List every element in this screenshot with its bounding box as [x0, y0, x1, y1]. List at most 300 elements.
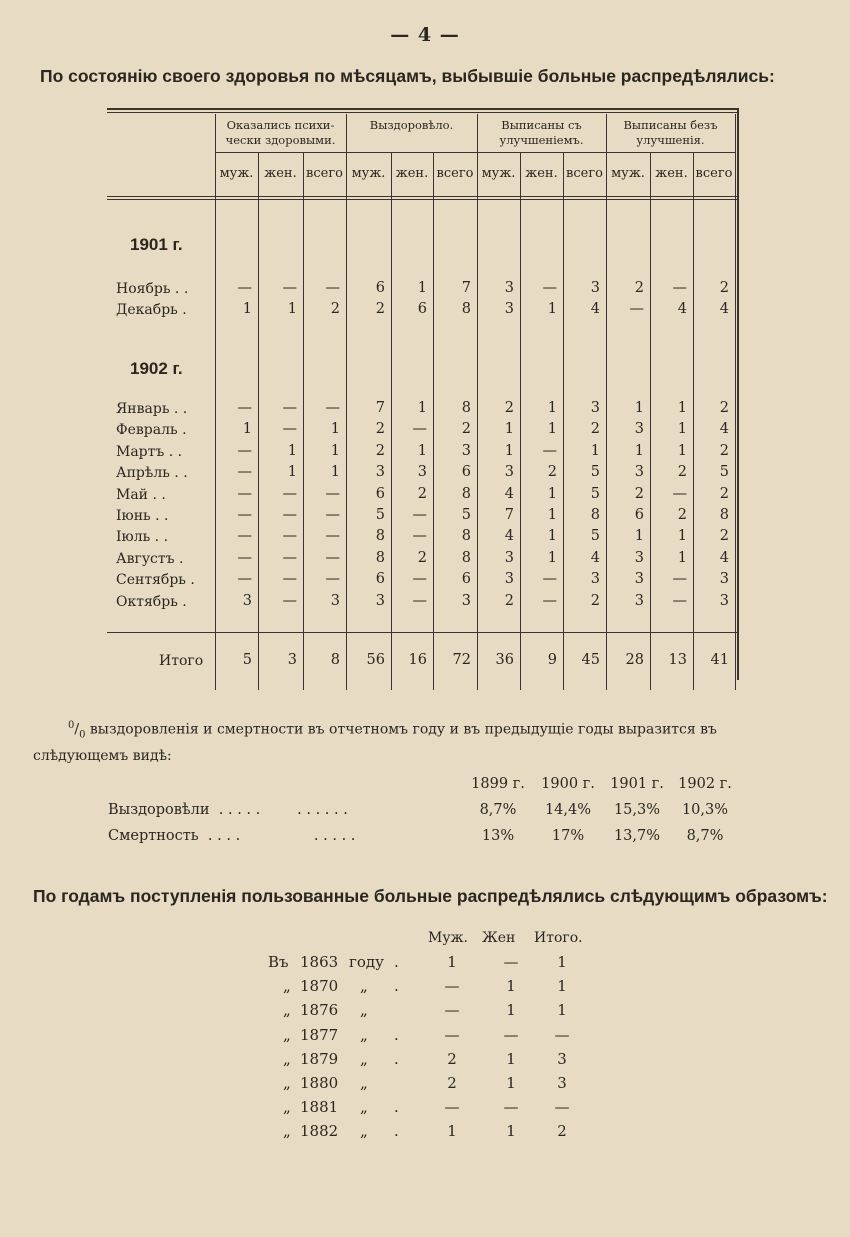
admissions-cell: 2: [557, 1122, 567, 1141]
table-cell: 1: [330, 421, 340, 438]
table-cell: 4: [590, 549, 600, 566]
table-cell: 1: [634, 528, 644, 545]
admissions-year: 1880: [300, 1074, 339, 1092]
table-cell: 2: [590, 421, 600, 438]
table-right-rule: [737, 108, 739, 680]
admissions-cell: 1: [506, 1122, 516, 1141]
table-cell: 1: [417, 280, 427, 296]
percent-value: 17%: [551, 828, 585, 844]
admissions-cell: 1: [506, 1001, 516, 1020]
table-cell: —: [325, 549, 340, 566]
month-leader: . .: [169, 401, 188, 417]
table-cell: 2: [719, 400, 729, 416]
table-total-rule: [107, 632, 737, 633]
table-cell: 5: [461, 507, 471, 523]
column-subheader: жен.: [525, 166, 558, 181]
admissions-dot: .: [394, 1098, 399, 1117]
admissions-cell: —: [503, 953, 519, 971]
table-cell: —: [672, 571, 687, 588]
table-cell: —: [282, 549, 297, 566]
admissions-cell: 1: [506, 1074, 516, 1092]
table-cell: —: [325, 400, 340, 416]
table-cell: 1: [330, 442, 340, 459]
admissions-cell: —: [444, 1098, 460, 1117]
percent-value: 8,7%: [686, 828, 724, 844]
percent-row-dots: . . . . . . . . .: [198, 828, 356, 844]
admissions-header: Жен: [482, 930, 516, 946]
table-cell: 1: [504, 421, 514, 438]
admissions-cell: —: [444, 977, 460, 996]
admissions-cell: —: [444, 1001, 460, 1020]
table-cell: —: [237, 442, 252, 459]
admissions-dot: .: [394, 953, 399, 971]
month-leader: .: [185, 572, 195, 589]
admissions-prefix: „: [283, 1098, 291, 1117]
total-label: Итого: [159, 653, 204, 669]
table-cell: —: [237, 464, 252, 481]
table-cell: 4: [719, 301, 729, 317]
admissions-word: „: [360, 977, 368, 996]
percent-row-dots: . . . . . . . . . . .: [209, 802, 348, 818]
total-cell: 5: [242, 652, 252, 668]
column-group-header: Выздоровѣло.: [369, 118, 454, 132]
column-subheader: всего: [436, 166, 474, 181]
month-name: Іюль: [116, 529, 151, 546]
table-cell: 1: [547, 400, 557, 416]
table-cell: 4: [677, 301, 687, 317]
month-label: [116, 281, 188, 297]
table-cell: 1: [677, 400, 687, 416]
total-cell: 28: [625, 652, 644, 668]
percent-row-name: Смертность: [108, 828, 199, 844]
table-cell: —: [282, 571, 297, 588]
table-cell: 3: [634, 549, 644, 566]
admissions-dot: .: [394, 1122, 399, 1141]
table-cell: —: [237, 485, 252, 502]
page-number: — 4 —: [390, 24, 460, 46]
column-subheader: жен.: [264, 166, 297, 181]
table-cell: 3: [242, 592, 252, 609]
table-cell: 1: [547, 421, 557, 438]
table-cell: 1: [287, 301, 297, 317]
table-cell: 1: [547, 528, 557, 545]
table-cell: —: [542, 280, 557, 296]
percent-row-label: [108, 802, 348, 818]
table-cell: 7: [504, 507, 514, 523]
total-cell: 36: [495, 652, 514, 668]
month-label: [116, 465, 188, 481]
admissions-cell: —: [444, 1025, 460, 1044]
table-cell: 3: [719, 571, 729, 588]
table-cell: 6: [634, 507, 644, 523]
table-cell: 2: [719, 485, 729, 502]
table-cell: 8: [375, 528, 385, 545]
table-cell: 7: [461, 280, 471, 296]
table-cell: 3: [504, 280, 514, 296]
table-cell: 2: [634, 280, 644, 296]
admissions-cell: —: [503, 1025, 519, 1044]
month-name: Октябрь: [116, 593, 178, 610]
admissions-word: „: [360, 1049, 368, 1068]
table-cell: 6: [461, 464, 471, 481]
table-cell: —: [237, 280, 252, 296]
admissions-cell: 3: [557, 1049, 567, 1068]
table-cell: —: [325, 571, 340, 588]
admissions-cell: 2: [447, 1074, 457, 1092]
month-name: Февраль: [116, 422, 178, 439]
table-cell: 8: [461, 400, 471, 416]
admissions-word: „: [360, 1025, 368, 1044]
table-cell: —: [672, 592, 687, 609]
table-cell: 1: [677, 528, 687, 545]
table-cell: 2: [330, 301, 340, 317]
table-cell: 1: [634, 442, 644, 459]
total-cell: 72: [452, 652, 471, 668]
table-cell: 2: [375, 421, 385, 438]
table-cell: 3: [634, 571, 644, 588]
table-cell: —: [325, 485, 340, 502]
table-cell: 2: [719, 528, 729, 545]
table-cell: —: [542, 571, 557, 588]
column-subheader: всего: [306, 166, 343, 181]
table-cell: 3: [330, 592, 340, 609]
total-cell: 41: [710, 652, 729, 668]
table-cell: 1: [417, 400, 427, 416]
admissions-prefix: Въ: [268, 953, 289, 971]
admissions-cell: 1: [557, 1001, 567, 1020]
month-leader: . .: [150, 508, 169, 524]
table-cell: —: [412, 592, 427, 609]
table-cell: 1: [287, 442, 297, 459]
table-cell: 5: [719, 464, 729, 481]
table-cell: 1: [547, 301, 557, 317]
admissions-prefix: „: [283, 1122, 291, 1141]
percent-value: 14,4%: [544, 802, 592, 818]
table-top-rule-2: [107, 112, 737, 113]
table-cell: 5: [375, 507, 385, 523]
admissions-year: 1863: [300, 953, 339, 971]
table-cell: —: [237, 571, 252, 588]
admissions-year: 1879: [300, 1049, 339, 1068]
admissions-cell: —: [503, 1098, 519, 1117]
column-subheader: всего: [566, 166, 603, 181]
month-leader: . .: [164, 443, 183, 460]
table-cell: 8: [461, 549, 471, 566]
table-cell: 8: [461, 301, 471, 317]
admissions-cell: 1: [506, 1049, 516, 1068]
table-cell: 3: [590, 400, 600, 416]
table-cell: 3: [504, 301, 514, 317]
column-subheader: муж.: [611, 166, 645, 181]
admissions-word: году: [349, 953, 384, 971]
admissions-cell: 1: [506, 977, 516, 996]
month-name: Май: [116, 486, 149, 503]
admissions-dot: .: [394, 977, 399, 996]
discharge-table: [107, 108, 739, 690]
month-label: [116, 302, 187, 318]
admissions-word: „: [360, 1122, 368, 1141]
column-subheader: всего: [695, 166, 733, 181]
table-cell: 1: [504, 442, 514, 459]
table-cell: 8: [461, 485, 471, 502]
table-cell: 4: [590, 301, 600, 317]
percent-intro-line2: слѣдующемъ видѣ:: [33, 748, 172, 764]
month-name: Ноябрь: [116, 281, 171, 297]
table-cell: 2: [547, 464, 557, 481]
admissions-cell: —: [554, 1098, 570, 1117]
table-cell: —: [325, 528, 340, 545]
admissions-cell: 1: [447, 1122, 457, 1141]
table-cell: 2: [677, 464, 687, 481]
month-leader: .: [177, 593, 187, 610]
month-name: Мартъ: [116, 443, 165, 460]
percent-value: 13%: [481, 828, 515, 844]
table-cell: 7: [375, 400, 385, 416]
column-subheader: жен.: [655, 166, 688, 181]
table-cell: —: [542, 592, 557, 609]
table-cell: 1: [242, 301, 252, 317]
total-cell: 16: [408, 652, 427, 668]
table-cell: —: [282, 528, 297, 545]
column-group-header: Оказались психи- чески здоровыми.: [225, 118, 336, 147]
percent-year-header: 1899 г.: [471, 776, 525, 792]
table-cell: —: [282, 400, 297, 416]
table-cell: 4: [504, 485, 514, 502]
table-cell: —: [325, 507, 340, 523]
table-cell: 2: [634, 485, 644, 502]
table-cell: 6: [417, 301, 427, 317]
admissions-cell: 3: [557, 1074, 567, 1092]
column-group-header: Выписаны безъ улучшенія.: [623, 118, 718, 147]
table-cell: —: [282, 485, 297, 502]
month-leader: .: [177, 422, 187, 439]
table-cell: 2: [375, 301, 385, 317]
admissions-word: „: [360, 1098, 368, 1117]
table-header-rule-2: [107, 199, 737, 200]
table-cell: —: [237, 528, 252, 545]
table-cell: —: [282, 592, 297, 609]
table-cell: —: [412, 421, 427, 438]
admissions-prefix: „: [283, 1049, 291, 1068]
admissions-year: 1881: [300, 1098, 339, 1117]
table-cell: 4: [719, 549, 729, 566]
table-cell: 1: [634, 400, 644, 416]
month-name: Августъ: [116, 550, 175, 567]
table-cell: 2: [417, 549, 427, 566]
total-cell: 13: [668, 652, 687, 668]
admissions-header: Муж.: [428, 930, 468, 946]
year-label-1901: 1901 г.: [130, 235, 183, 254]
section-heading-months: По состоянію своего здоровья по мѣсяцамъ, выбывшіе больные распредѣлялись:: [40, 66, 775, 86]
admissions-cell: 1: [557, 953, 567, 971]
admissions-dot: .: [394, 1049, 399, 1068]
table-cell: —: [672, 485, 687, 502]
month-label: [116, 444, 182, 460]
percent-intro-line1: $^0/_0$ выздоровленія и смертности въ отчетномъ году и въ предыдущіе годы выразится въ: [68, 720, 717, 741]
percent-value: 13,7%: [613, 828, 661, 844]
table-cell: 2: [504, 400, 514, 416]
month-label: [116, 422, 187, 438]
column-subheader: муж.: [481, 166, 516, 181]
month-leader: .: [174, 550, 184, 567]
percent-year-header: 1902 г.: [678, 776, 732, 792]
admissions-word: „: [360, 1074, 368, 1092]
table-cell: 2: [719, 280, 729, 296]
table-cell: 3: [634, 421, 644, 438]
month-name: Апрѣль: [116, 465, 170, 482]
percent-row-name: Выздоровѣли: [108, 802, 210, 818]
month-leader: .: [177, 302, 187, 318]
month-name: Іюнь: [116, 508, 151, 524]
total-cell: 56: [366, 652, 385, 668]
table-cell: 1: [330, 464, 340, 481]
table-cell: —: [282, 507, 297, 523]
month-label: [116, 508, 168, 524]
admissions-prefix: „: [283, 1074, 291, 1092]
month-label: [116, 594, 187, 610]
table-cell: 2: [461, 421, 471, 438]
table-cell: 2: [417, 485, 427, 502]
month-leader: . .: [150, 529, 169, 546]
percent-year-header: 1901 г.: [610, 776, 664, 792]
table-cell: 8: [461, 528, 471, 545]
column-subheader: муж.: [219, 166, 254, 181]
table-cell: —: [325, 280, 340, 296]
column-rule: [735, 114, 736, 690]
table-cell: 8: [719, 507, 729, 523]
month-leader: . .: [169, 465, 188, 482]
table-cell: 2: [677, 507, 687, 523]
percent-value: 10,3%: [681, 802, 729, 818]
admissions-year: 1876: [300, 1001, 339, 1020]
table-cell: 2: [590, 592, 600, 609]
table-cell: 1: [547, 485, 557, 502]
table-cell: 5: [590, 464, 600, 481]
table-cell: 4: [719, 421, 729, 438]
admissions-year: 1877: [300, 1025, 339, 1044]
table-cell: 1: [677, 549, 687, 566]
group-underline: [215, 152, 735, 153]
table-cell: 8: [375, 549, 385, 566]
admissions-prefix: „: [283, 1001, 291, 1020]
table-cell: —: [282, 421, 297, 438]
section-heading-years: По годамъ поступленія пользованные больные распредѣлялись слѣдующимъ образомъ:: [33, 886, 828, 906]
table-cell: 3: [375, 592, 385, 609]
month-name: Декабрь: [116, 302, 178, 318]
table-cell: 6: [375, 571, 385, 588]
table-cell: 3: [504, 571, 514, 588]
table-cell: 1: [677, 442, 687, 459]
table-cell: 3: [719, 592, 729, 609]
table-cell: 1: [417, 442, 427, 459]
table-cell: —: [542, 442, 557, 459]
admissions-word: „: [360, 1001, 368, 1020]
month-label: [116, 529, 168, 545]
percent-value: 8,7%: [479, 802, 517, 818]
table-cell: 6: [461, 571, 471, 588]
admissions-year: 1870: [300, 977, 339, 996]
month-name: Январь: [116, 401, 170, 417]
table-cell: 3: [461, 442, 471, 459]
total-cell: 3: [287, 652, 297, 668]
table-cell: 3: [417, 464, 427, 481]
table-cell: —: [412, 528, 427, 545]
admissions-header: Итого.: [534, 930, 583, 946]
month-label: [116, 401, 187, 417]
table-cell: 3: [634, 464, 644, 481]
table-cell: 3: [590, 280, 600, 296]
month-leader: . .: [170, 281, 189, 297]
table-cell: 3: [504, 549, 514, 566]
admissions-cell: 2: [447, 1049, 457, 1068]
table-cell: 3: [461, 592, 471, 609]
column-subheader: жен.: [395, 166, 429, 181]
table-cell: 3: [504, 464, 514, 481]
table-cell: 6: [375, 485, 385, 502]
month-label: [116, 487, 166, 503]
table-cell: —: [629, 301, 644, 317]
total-cell: 8: [330, 652, 340, 668]
admissions-cell: 1: [557, 977, 567, 996]
table-cell: 1: [287, 464, 297, 481]
table-cell: 2: [375, 442, 385, 459]
table-top-rule: [107, 108, 737, 110]
month-leader: . .: [148, 486, 166, 503]
table-cell: —: [237, 400, 252, 416]
table-cell: 6: [375, 280, 385, 296]
admissions-cell: —: [554, 1025, 570, 1044]
table-cell: 2: [719, 442, 729, 459]
table-cell: 5: [590, 485, 600, 502]
table-cell: 1: [547, 549, 557, 566]
percent-year-header: 1900 г.: [541, 776, 595, 792]
table-cell: —: [672, 280, 687, 296]
percent-row-label: [108, 828, 355, 844]
month-label: [116, 551, 183, 567]
table-cell: 1: [590, 442, 600, 459]
column-group-header: Выписаны съ улучшеніемъ.: [499, 118, 584, 147]
admissions-cell: 1: [447, 953, 457, 971]
table-cell: 1: [547, 507, 557, 523]
table-cell: —: [412, 571, 427, 588]
table-cell: —: [282, 280, 297, 296]
table-cell: 3: [375, 464, 385, 481]
percent-value: 15,3%: [613, 802, 661, 818]
table-cell: 1: [677, 421, 687, 438]
admissions-prefix: „: [283, 977, 291, 996]
table-cell: —: [237, 549, 252, 566]
year-label-1902: 1902 г.: [130, 359, 183, 378]
table-cell: 3: [590, 571, 600, 588]
table-cell: 2: [504, 592, 514, 609]
table-cell: 8: [590, 507, 600, 523]
admissions-dot: .: [394, 1025, 399, 1044]
total-cell: 45: [581, 652, 600, 668]
table-cell: 4: [504, 528, 514, 545]
table-cell: 3: [634, 592, 644, 609]
column-subheader: муж.: [351, 166, 386, 181]
table-cell: 1: [242, 421, 252, 438]
table-cell: —: [237, 507, 252, 523]
admissions-prefix: „: [283, 1025, 291, 1044]
table-cell: —: [412, 507, 427, 523]
month-name: Сентябрь: [116, 572, 186, 589]
total-cell: 9: [547, 652, 557, 668]
admissions-year: 1882: [300, 1122, 339, 1141]
table-cell: 5: [590, 528, 600, 545]
percent-intro-text: выздоровленія и смертности въ отчетномъ году и въ предыдущіе годы выразится въ: [89, 721, 717, 738]
month-label: [116, 572, 195, 588]
